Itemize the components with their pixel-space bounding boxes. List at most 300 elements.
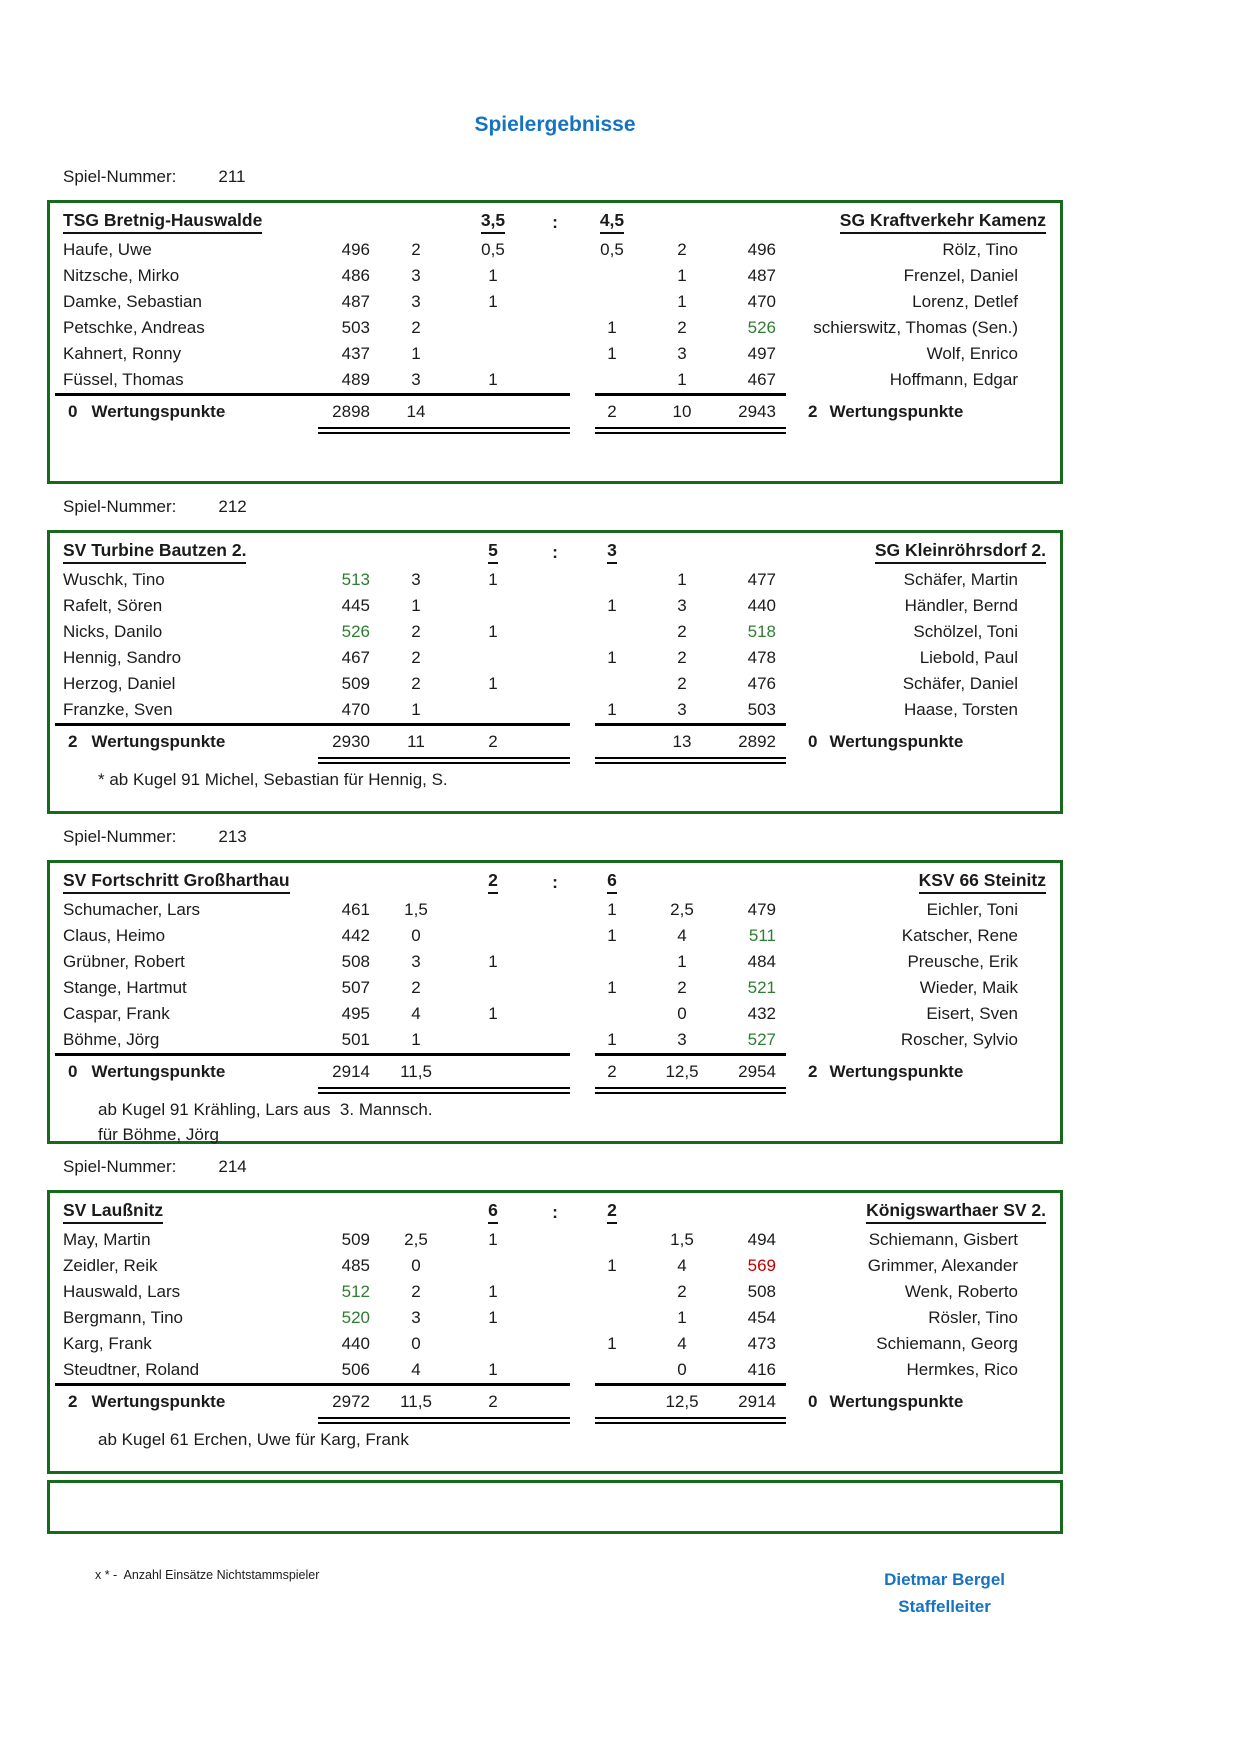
home-team-name bbox=[50, 540, 456, 564]
away-set-points: 0 bbox=[677, 1004, 687, 1023]
home-wertungspunkte bbox=[50, 402, 330, 422]
home-set-points: 0 bbox=[411, 1334, 421, 1353]
away-player-name: Haase, Torsten bbox=[903, 700, 1018, 719]
home-player-name: Grübner, Robert bbox=[63, 952, 185, 971]
player-row bbox=[50, 567, 1060, 593]
wertungspunkte-caption: Wertungspunkte bbox=[829, 402, 964, 421]
away-player-name: Schäfer, Martin bbox=[903, 570, 1018, 589]
home-set-points: 1 bbox=[411, 596, 421, 615]
home-player-name: Zeidler, Reik bbox=[63, 1256, 158, 1275]
away-player-name: Schiemann, Gisbert bbox=[868, 1230, 1018, 1249]
away-total-set-points: 12,5 bbox=[665, 1392, 699, 1411]
home-team-score bbox=[456, 870, 530, 894]
wertungspunkte-caption: Wertungspunkte bbox=[91, 1392, 226, 1411]
player-rows bbox=[50, 1227, 1060, 1383]
totals-row bbox=[50, 399, 1060, 425]
player-row bbox=[50, 1253, 1060, 1279]
home-pins: 501 bbox=[341, 1030, 370, 1049]
away-pins: 511 bbox=[748, 926, 776, 945]
home-player-name: Böhme, Jörg bbox=[63, 1030, 160, 1049]
home-set-points: 2 bbox=[411, 648, 421, 667]
away-pins: 476 bbox=[747, 674, 776, 693]
away-player-name: Schiemann, Georg bbox=[876, 1334, 1018, 1353]
away-pins: 484 bbox=[747, 952, 776, 971]
home-set-points: 3 bbox=[411, 266, 421, 285]
away-pins: 497 bbox=[747, 344, 776, 363]
away-pins: 508 bbox=[747, 1282, 776, 1301]
away-set-points: 4 bbox=[677, 1334, 687, 1353]
away-team-score-text: 2 bbox=[607, 1200, 617, 1224]
player-row bbox=[50, 1331, 1060, 1357]
substitution-footnote: ab Kugel 91 Krähling, Lars aus 3. Mannsch. bbox=[98, 1100, 433, 1119]
substitution-footnote: * ab Kugel 91 Michel, Sebastian für Hennig, S. bbox=[98, 770, 448, 789]
totals-double-underline-left bbox=[318, 427, 570, 434]
home-player-name: Bergmann, Tino bbox=[63, 1308, 184, 1327]
home-team-score-text: 6 bbox=[488, 1200, 498, 1224]
home-player-name: Nicks, Danilo bbox=[63, 622, 163, 641]
signature-role: Staffelleiter bbox=[898, 1597, 991, 1616]
home-pins: 513 bbox=[341, 570, 370, 589]
away-team-score bbox=[580, 1200, 644, 1224]
home-set-points: 2 bbox=[411, 978, 421, 997]
home-team-name bbox=[50, 870, 456, 894]
match-number-value: 214 bbox=[218, 1157, 247, 1176]
away-set-points: 3 bbox=[677, 344, 687, 363]
away-wertungspunkte-value: 2 bbox=[808, 402, 818, 421]
away-total-pins: 2954 bbox=[738, 1062, 776, 1081]
footnotes bbox=[50, 1427, 1060, 1452]
away-total-pins: 2892 bbox=[738, 732, 776, 751]
wertungspunkte-caption: Wertungspunkte bbox=[91, 402, 226, 421]
home-pins-bonus-points: 2 bbox=[488, 732, 498, 751]
away-wertungspunkte bbox=[786, 1392, 1060, 1412]
totals-row bbox=[50, 1389, 1060, 1415]
home-match-points: 1 bbox=[488, 952, 498, 971]
home-player-name: Nitzsche, Mirko bbox=[63, 266, 180, 285]
away-player-name: schierswitz, Thomas (Sen.) bbox=[813, 318, 1018, 337]
away-match-points: 1 bbox=[607, 648, 617, 667]
home-set-points: 3 bbox=[411, 292, 421, 311]
home-player-name: Claus, Heimo bbox=[63, 926, 166, 945]
away-player-name: Eichler, Toni bbox=[926, 900, 1018, 919]
home-total-set-points: 11,5 bbox=[400, 1392, 432, 1411]
home-total-set-points: 11,5 bbox=[400, 1062, 432, 1081]
home-set-points: 3 bbox=[411, 370, 421, 389]
away-match-points: 1 bbox=[607, 700, 617, 719]
totals-separator-right-line bbox=[595, 1383, 786, 1386]
home-pins: 509 bbox=[341, 674, 370, 693]
home-player-name: Caspar, Frank bbox=[63, 1004, 170, 1023]
away-match-points: 1 bbox=[607, 1334, 617, 1353]
home-player-name: Petschke, Andreas bbox=[63, 318, 205, 337]
home-player-name: Stange, Hartmut bbox=[63, 978, 187, 997]
home-pins: 467 bbox=[341, 648, 370, 667]
away-pins: 527 bbox=[747, 1030, 776, 1049]
away-pins: 454 bbox=[747, 1308, 776, 1327]
home-pins: 506 bbox=[341, 1360, 370, 1379]
away-player-name: Rölz, Tino bbox=[942, 240, 1018, 259]
home-set-points: 3 bbox=[411, 952, 421, 971]
player-row bbox=[50, 671, 1060, 697]
home-player-name: Wuschk, Tino bbox=[63, 570, 165, 589]
away-pins: 518 bbox=[747, 622, 776, 641]
match-number-row bbox=[47, 496, 1063, 518]
player-row bbox=[50, 697, 1060, 723]
home-wertungspunkte-value: 0 bbox=[68, 1062, 78, 1081]
away-pins: 473 bbox=[747, 1334, 776, 1353]
match-number-value: 211 bbox=[218, 167, 246, 186]
home-set-points: 2 bbox=[411, 674, 421, 693]
player-row bbox=[50, 1357, 1060, 1383]
home-player-name: Hauswald, Lars bbox=[63, 1282, 181, 1301]
match-section bbox=[47, 166, 1063, 484]
away-set-points: 1 bbox=[677, 570, 687, 589]
match-box bbox=[47, 200, 1063, 484]
home-pins: 440 bbox=[341, 1334, 370, 1353]
away-player-name: Grimmer, Alexander bbox=[867, 1256, 1018, 1275]
home-team-name-text: SV Turbine Bautzen 2. bbox=[63, 540, 246, 564]
home-pins: 508 bbox=[341, 952, 370, 971]
home-pins-bonus-points: 2 bbox=[488, 1392, 498, 1411]
away-match-points: 1 bbox=[607, 978, 617, 997]
home-pins: 489 bbox=[341, 370, 370, 389]
totals-double-underline bbox=[50, 1415, 1060, 1427]
wertungspunkte-caption: Wertungspunkte bbox=[91, 1062, 226, 1081]
away-player-name: Lorenz, Detlef bbox=[912, 292, 1018, 311]
totals-separator-left-line bbox=[55, 1053, 570, 1056]
away-match-points: 1 bbox=[607, 1030, 617, 1049]
home-team-name bbox=[50, 1200, 456, 1224]
away-set-points: 1 bbox=[677, 952, 687, 971]
home-match-points: 0,5 bbox=[481, 240, 505, 259]
totals-separator-right-line bbox=[595, 393, 786, 396]
home-team-name-text: TSG Bretnig-Hauswalde bbox=[63, 210, 262, 234]
match-number-row bbox=[47, 166, 1063, 188]
away-pins: 477 bbox=[747, 570, 776, 589]
away-team-score bbox=[580, 210, 644, 234]
away-set-points: 2 bbox=[677, 318, 687, 337]
match-box bbox=[47, 860, 1063, 1144]
away-player-name: Liebold, Paul bbox=[919, 648, 1018, 667]
substitution-footnote: für Böhme, Jörg bbox=[98, 1125, 219, 1144]
totals-double-underline-left bbox=[318, 757, 570, 764]
totals-separator-left-line bbox=[55, 393, 570, 396]
away-team-score-text: 3 bbox=[607, 540, 617, 564]
home-match-points: 1 bbox=[488, 1004, 498, 1023]
away-pins: 526 bbox=[747, 318, 776, 337]
home-set-points: 4 bbox=[411, 1360, 421, 1379]
totals-double-underline-left bbox=[318, 1087, 570, 1094]
home-pins: 486 bbox=[341, 266, 370, 285]
match-number-caption: Spiel-Nummer: bbox=[63, 497, 177, 516]
match-number-value: 213 bbox=[218, 827, 247, 846]
player-row bbox=[50, 367, 1060, 393]
away-set-points: 2 bbox=[677, 240, 687, 259]
home-set-points: 1,5 bbox=[404, 900, 428, 919]
away-pins: 569 bbox=[747, 1256, 776, 1275]
away-pins-bonus-points: 2 bbox=[607, 402, 617, 421]
player-row bbox=[50, 1227, 1060, 1253]
wertungspunkte-caption: Wertungspunkte bbox=[91, 732, 226, 751]
away-set-points: 4 bbox=[677, 1256, 687, 1275]
away-team-score-text: 4,5 bbox=[600, 210, 624, 234]
score-separator: : bbox=[552, 211, 558, 232]
home-team-score bbox=[456, 210, 530, 234]
home-total-pins: 2914 bbox=[332, 1062, 370, 1081]
away-team-score bbox=[580, 870, 644, 894]
player-row bbox=[50, 341, 1060, 367]
away-total-set-points: 12,5 bbox=[665, 1062, 699, 1081]
home-wertungspunkte bbox=[50, 1392, 330, 1412]
home-set-points: 3 bbox=[411, 570, 421, 589]
home-player-name: Damke, Sebastian bbox=[63, 292, 202, 311]
away-team-name-text: SG Kraftverkehr Kamenz bbox=[840, 210, 1046, 234]
match-number-value: 212 bbox=[218, 497, 247, 516]
away-set-points: 4 bbox=[677, 926, 687, 945]
away-set-points: 2 bbox=[677, 622, 687, 641]
player-row bbox=[50, 263, 1060, 289]
home-set-points: 2 bbox=[411, 240, 421, 259]
home-pins: 461 bbox=[341, 900, 370, 919]
away-pins-bonus-points: 2 bbox=[607, 1062, 617, 1081]
player-row bbox=[50, 619, 1060, 645]
player-rows bbox=[50, 567, 1060, 723]
away-set-points: 1 bbox=[677, 266, 687, 285]
home-player-name: Herzog, Daniel bbox=[63, 674, 176, 693]
away-team-name-text: SG Kleinröhrsdorf 2. bbox=[875, 540, 1046, 564]
home-team-score-text: 2 bbox=[488, 870, 498, 894]
away-team-name-text: Königswarthaer SV 2. bbox=[866, 1200, 1046, 1224]
match-box bbox=[47, 1190, 1063, 1474]
totals-separator-right-line bbox=[595, 1053, 786, 1056]
away-pins: 503 bbox=[747, 700, 776, 719]
home-player-name: Füssel, Thomas bbox=[63, 370, 184, 389]
home-pins: 437 bbox=[341, 344, 370, 363]
score-separator: : bbox=[552, 541, 558, 562]
match-number-caption: Spiel-Nummer: bbox=[63, 1157, 177, 1176]
totals-double-underline bbox=[50, 1085, 1060, 1097]
home-player-name: May, Martin bbox=[63, 1230, 151, 1249]
away-pins: 416 bbox=[747, 1360, 776, 1379]
away-player-name: Frenzel, Daniel bbox=[903, 266, 1018, 285]
match-header-row bbox=[50, 867, 1060, 897]
match-number-row bbox=[47, 1156, 1063, 1178]
home-wertungspunkte bbox=[50, 732, 330, 752]
match-header-row bbox=[50, 207, 1060, 237]
home-pins: 470 bbox=[341, 700, 370, 719]
totals-double-underline-left bbox=[318, 1417, 570, 1424]
totals-double-underline-right bbox=[595, 757, 786, 764]
away-player-name: Händler, Bernd bbox=[904, 596, 1018, 615]
home-pins: 445 bbox=[341, 596, 370, 615]
home-set-points: 4 bbox=[411, 1004, 421, 1023]
match-header-row bbox=[50, 1197, 1060, 1227]
home-pins: 503 bbox=[341, 318, 370, 337]
away-team-name bbox=[644, 870, 1060, 894]
away-player-name: Hermkes, Rico bbox=[906, 1360, 1018, 1379]
home-team-name-text: SV Fortschritt Großharthau bbox=[63, 870, 290, 894]
player-row bbox=[50, 975, 1060, 1001]
away-set-points: 1 bbox=[677, 1308, 687, 1327]
totals-separator-left-line bbox=[55, 723, 570, 726]
match-section bbox=[47, 826, 1063, 1144]
home-set-points: 1 bbox=[411, 1030, 421, 1049]
home-pins: 495 bbox=[341, 1004, 370, 1023]
home-total-pins: 2930 bbox=[332, 732, 370, 751]
away-player-name: Katscher, Rene bbox=[901, 926, 1018, 945]
away-total-set-points: 10 bbox=[672, 402, 692, 421]
signature-block bbox=[884, 1566, 1005, 1620]
home-wertungspunkte-value: 2 bbox=[68, 1392, 78, 1411]
player-row bbox=[50, 1027, 1060, 1053]
away-set-points: 2,5 bbox=[670, 900, 694, 919]
away-pins: 487 bbox=[747, 266, 776, 285]
wertungspunkte-caption: Wertungspunkte bbox=[829, 1392, 964, 1411]
away-pins: 440 bbox=[747, 596, 776, 615]
home-set-points: 3 bbox=[411, 1308, 421, 1327]
home-wertungspunkte-value: 0 bbox=[68, 402, 78, 421]
home-set-points: 2 bbox=[411, 318, 421, 337]
away-player-name: Wieder, Maik bbox=[919, 978, 1018, 997]
match-number-row bbox=[47, 826, 1063, 848]
footnotes bbox=[50, 1097, 1060, 1147]
wertungspunkte-caption: Wertungspunkte bbox=[829, 1062, 964, 1081]
away-player-name: Roscher, Sylvio bbox=[900, 1030, 1018, 1049]
home-match-points: 1 bbox=[488, 622, 498, 641]
player-rows bbox=[50, 897, 1060, 1053]
totals-separator-left-line bbox=[55, 1383, 570, 1386]
home-player-name: Karg, Frank bbox=[63, 1334, 152, 1353]
signature-name: Dietmar Bergel bbox=[884, 1570, 1005, 1589]
home-set-points: 2 bbox=[411, 622, 421, 641]
player-row bbox=[50, 1001, 1060, 1027]
away-team-name bbox=[644, 1200, 1060, 1224]
home-player-name: Hennig, Sandro bbox=[63, 648, 182, 667]
away-set-points: 3 bbox=[677, 596, 687, 615]
away-set-points: 3 bbox=[677, 1030, 687, 1049]
home-player-name: Rafelt, Sören bbox=[63, 596, 163, 615]
away-set-points: 2 bbox=[677, 1282, 687, 1301]
home-player-name: Haufe, Uwe bbox=[63, 240, 152, 259]
away-pins: 521 bbox=[747, 978, 776, 997]
home-team-score bbox=[456, 540, 530, 564]
totals-double-underline-right bbox=[595, 1417, 786, 1424]
totals-row bbox=[50, 729, 1060, 755]
away-wertungspunkte-value: 0 bbox=[808, 1392, 818, 1411]
away-team-score-text: 6 bbox=[607, 870, 617, 894]
match-section bbox=[47, 496, 1063, 814]
totals-double-underline bbox=[50, 425, 1060, 437]
away-match-points: 1 bbox=[607, 900, 617, 919]
away-team-name bbox=[644, 540, 1060, 564]
away-team-name-text: KSV 66 Steinitz bbox=[919, 870, 1046, 894]
home-match-points: 1 bbox=[488, 674, 498, 693]
away-team-score bbox=[580, 540, 644, 564]
player-row bbox=[50, 315, 1060, 341]
away-player-name: Schäfer, Daniel bbox=[902, 674, 1018, 693]
home-set-points: 0 bbox=[411, 1256, 421, 1275]
home-wertungspunkte bbox=[50, 1062, 330, 1082]
totals-separator-right-line bbox=[595, 723, 786, 726]
player-row bbox=[50, 897, 1060, 923]
away-wertungspunkte bbox=[786, 732, 1060, 752]
score-separator: : bbox=[552, 1201, 558, 1222]
legend-note: x * - Anzahl Einsätze Nichtstammspieler bbox=[95, 1568, 320, 1582]
away-player-name: Eisert, Sven bbox=[926, 1004, 1018, 1023]
away-set-points: 3 bbox=[677, 700, 687, 719]
home-match-points: 1 bbox=[488, 266, 498, 285]
match-header-row bbox=[50, 537, 1060, 567]
home-set-points: 0 bbox=[411, 926, 421, 945]
away-match-points: 1 bbox=[607, 1256, 617, 1275]
player-rows bbox=[50, 237, 1060, 393]
home-player-name: Franzke, Sven bbox=[63, 700, 173, 719]
away-pins: 478 bbox=[747, 648, 776, 667]
home-match-points: 1 bbox=[488, 1308, 498, 1327]
home-player-name: Schumacher, Lars bbox=[63, 900, 201, 919]
home-pins: 485 bbox=[341, 1256, 370, 1275]
player-row bbox=[50, 237, 1060, 263]
home-total-set-points: 14 bbox=[406, 402, 426, 421]
away-team-name bbox=[644, 210, 1060, 234]
away-player-name: Schölzel, Toni bbox=[913, 622, 1018, 641]
substitution-footnote: ab Kugel 61 Erchen, Uwe für Karg, Frank bbox=[98, 1430, 409, 1449]
away-match-points: 1 bbox=[607, 318, 617, 337]
away-set-points: 1,5 bbox=[670, 1230, 694, 1249]
player-row bbox=[50, 1305, 1060, 1331]
match-number-caption: Spiel-Nummer: bbox=[63, 827, 177, 846]
away-set-points: 2 bbox=[677, 978, 687, 997]
matches-container bbox=[47, 166, 1063, 1474]
totals-row bbox=[50, 1059, 1060, 1085]
home-match-points: 1 bbox=[488, 570, 498, 589]
match-number-caption: Spiel-Nummer: bbox=[63, 167, 177, 186]
player-row bbox=[50, 1279, 1060, 1305]
away-wertungspunkte-value: 2 bbox=[808, 1062, 818, 1081]
player-row bbox=[50, 593, 1060, 619]
away-pins: 479 bbox=[747, 900, 776, 919]
away-match-points: 1 bbox=[607, 596, 617, 615]
home-player-name: Steudtner, Roland bbox=[63, 1360, 200, 1379]
home-pins: 526 bbox=[341, 622, 370, 641]
away-wertungspunkte-value: 0 bbox=[808, 732, 818, 751]
home-total-pins: 2972 bbox=[332, 1392, 370, 1411]
away-match-points: 0,5 bbox=[600, 240, 624, 259]
home-team-name bbox=[50, 210, 456, 234]
away-set-points: 0 bbox=[677, 1360, 687, 1379]
home-match-points: 1 bbox=[488, 1360, 498, 1379]
away-wertungspunkte bbox=[786, 402, 1060, 422]
home-pins: 509 bbox=[341, 1230, 370, 1249]
away-player-name: Rösler, Tino bbox=[928, 1308, 1018, 1327]
match-box bbox=[47, 530, 1063, 814]
home-match-points: 1 bbox=[488, 370, 498, 389]
home-total-set-points: 11 bbox=[407, 732, 425, 751]
player-row bbox=[50, 949, 1060, 975]
away-total-pins: 2943 bbox=[738, 402, 776, 421]
page-footer bbox=[47, 1566, 1063, 1620]
home-player-name: Kahnert, Ronny bbox=[63, 344, 182, 363]
away-wertungspunkte bbox=[786, 1062, 1060, 1082]
home-team-score-text: 5 bbox=[488, 540, 498, 564]
away-set-points: 1 bbox=[677, 370, 687, 389]
home-pins: 487 bbox=[341, 292, 370, 311]
home-set-points: 1 bbox=[411, 700, 421, 719]
away-match-points: 1 bbox=[607, 344, 617, 363]
home-wertungspunkte-value: 2 bbox=[68, 732, 78, 751]
home-pins: 512 bbox=[341, 1282, 370, 1301]
home-pins: 442 bbox=[341, 926, 370, 945]
